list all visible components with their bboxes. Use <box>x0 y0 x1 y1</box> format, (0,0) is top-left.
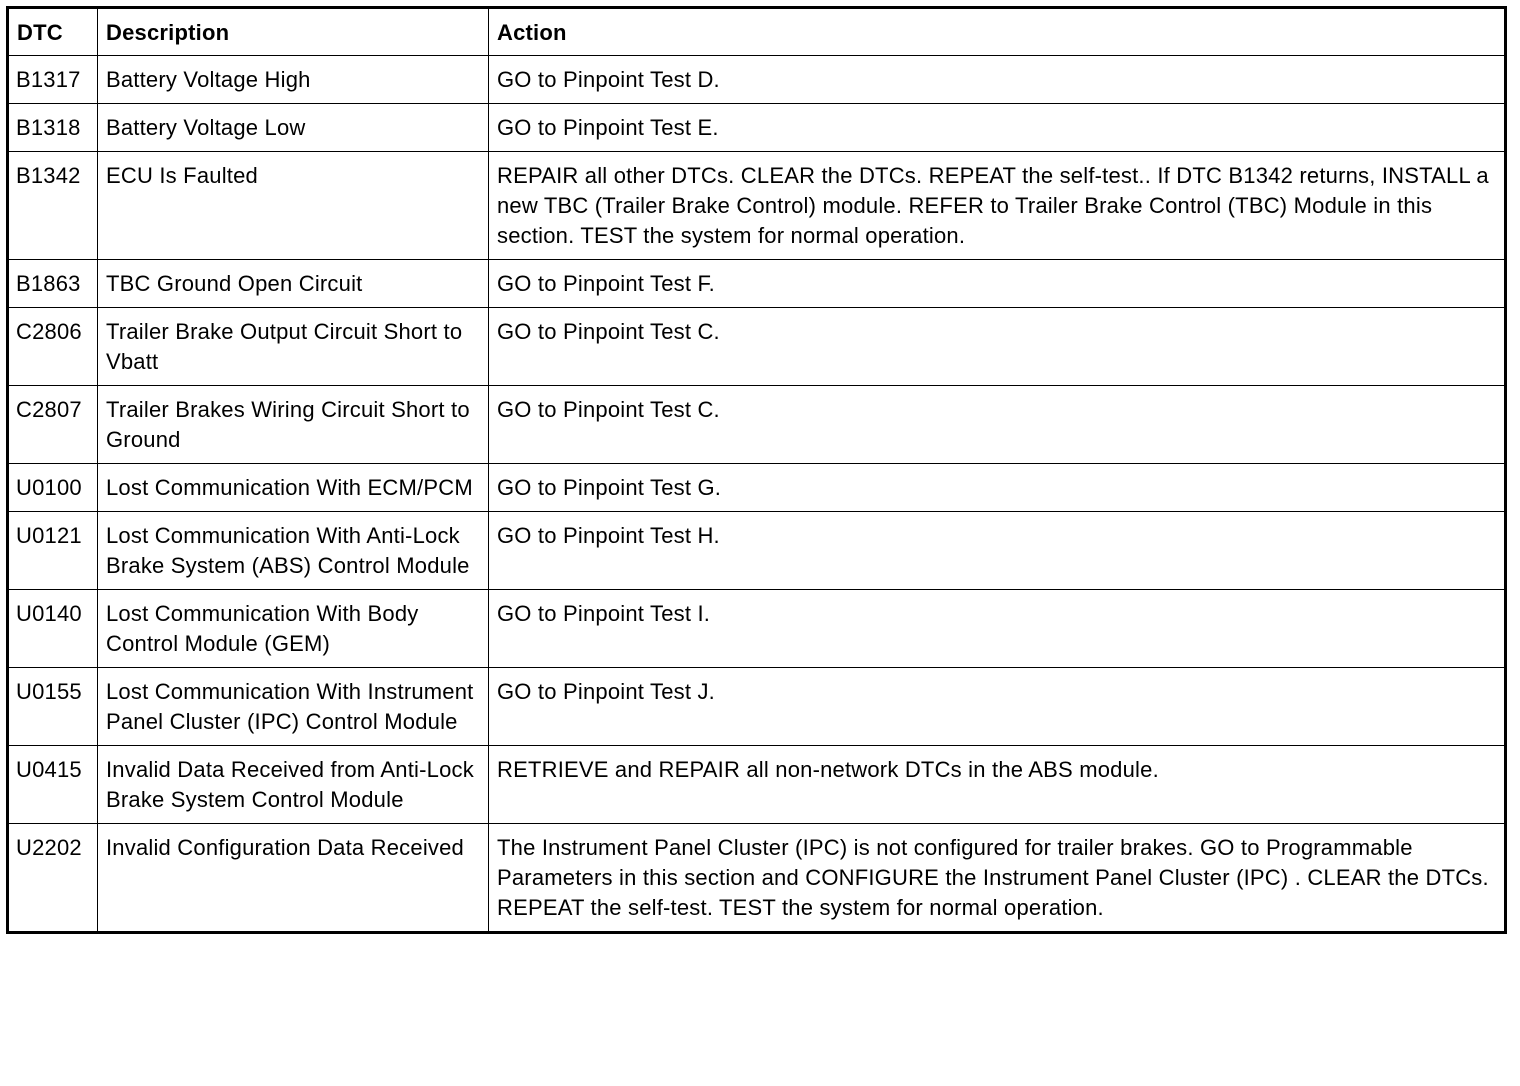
dtc-code: U0155 <box>8 668 98 746</box>
dtc-description: Lost Communication With Anti-Lock Brake System (ABS) Control Module <box>98 512 489 590</box>
table-row <box>8 590 1506 668</box>
dtc-code: B1342 <box>8 152 98 260</box>
table-header-row <box>8 8 1506 56</box>
table-row <box>8 668 1506 746</box>
header-action: Action <box>489 8 1506 56</box>
dtc-action: GO to Pinpoint Test C. <box>489 386 1506 464</box>
dtc-code: U0140 <box>8 590 98 668</box>
dtc-code: U2202 <box>8 824 98 933</box>
table-row <box>8 260 1506 308</box>
dtc-action: GO to Pinpoint Test F. <box>489 260 1506 308</box>
dtc-action: GO to Pinpoint Test C. <box>489 308 1506 386</box>
table-row <box>8 824 1506 933</box>
dtc-description: Invalid Configuration Data Received <box>98 824 489 933</box>
dtc-code: U0100 <box>8 464 98 512</box>
dtc-code: U0121 <box>8 512 98 590</box>
dtc-code: B1863 <box>8 260 98 308</box>
dtc-action: GO to Pinpoint Test I. <box>489 590 1506 668</box>
table-row <box>8 386 1506 464</box>
table-row <box>8 512 1506 590</box>
dtc-action: REPAIR all other DTCs. CLEAR the DTCs. REPEAT the self-test.. If DTC B1342 returns, INSTALL a new TBC (Trailer Brake Control) module. REFER to Trailer Brake Control (TBC) Module in this section. TEST the system for normal operation. <box>489 152 1506 260</box>
header-description: Description <box>98 8 489 56</box>
dtc-code: B1317 <box>8 56 98 104</box>
table-row <box>8 104 1506 152</box>
table-row <box>8 56 1506 104</box>
table-row <box>8 308 1506 386</box>
dtc-action: GO to Pinpoint Test H. <box>489 512 1506 590</box>
dtc-description: Trailer Brake Output Circuit Short to Vbatt <box>98 308 489 386</box>
dtc-code: U0415 <box>8 746 98 824</box>
dtc-action: GO to Pinpoint Test D. <box>489 56 1506 104</box>
dtc-description: Lost Communication With Instrument Panel Cluster (IPC) Control Module <box>98 668 489 746</box>
dtc-description: ECU Is Faulted <box>98 152 489 260</box>
dtc-code: C2806 <box>8 308 98 386</box>
dtc-action: RETRIEVE and REPAIR all non-network DTCs in the ABS module. <box>489 746 1506 824</box>
dtc-description: Lost Communication With ECM/PCM <box>98 464 489 512</box>
header-dtc: DTC <box>8 8 98 56</box>
dtc-description: Battery Voltage Low <box>98 104 489 152</box>
dtc-code: C2807 <box>8 386 98 464</box>
dtc-description: Battery Voltage High <box>98 56 489 104</box>
dtc-action: The Instrument Panel Cluster (IPC) is not configured for trailer brakes. GO to Programmable Parameters in this section and CONFIGURE the Instrument Panel Cluster (IPC) . CLEAR the DTCs. REPEAT the self-test. TEST the system for normal operation. <box>489 824 1506 933</box>
dtc-code: B1318 <box>8 104 98 152</box>
dtc-table <box>6 6 1507 934</box>
dtc-description: TBC Ground Open Circuit <box>98 260 489 308</box>
dtc-action: GO to Pinpoint Test J. <box>489 668 1506 746</box>
dtc-description: Trailer Brakes Wiring Circuit Short to Ground <box>98 386 489 464</box>
table-row <box>8 746 1506 824</box>
table-row <box>8 152 1506 260</box>
dtc-description: Invalid Data Received from Anti-Lock Brake System Control Module <box>98 746 489 824</box>
table-row <box>8 464 1506 512</box>
dtc-description: Lost Communication With Body Control Module (GEM) <box>98 590 489 668</box>
dtc-action: GO to Pinpoint Test G. <box>489 464 1506 512</box>
dtc-action: GO to Pinpoint Test E. <box>489 104 1506 152</box>
